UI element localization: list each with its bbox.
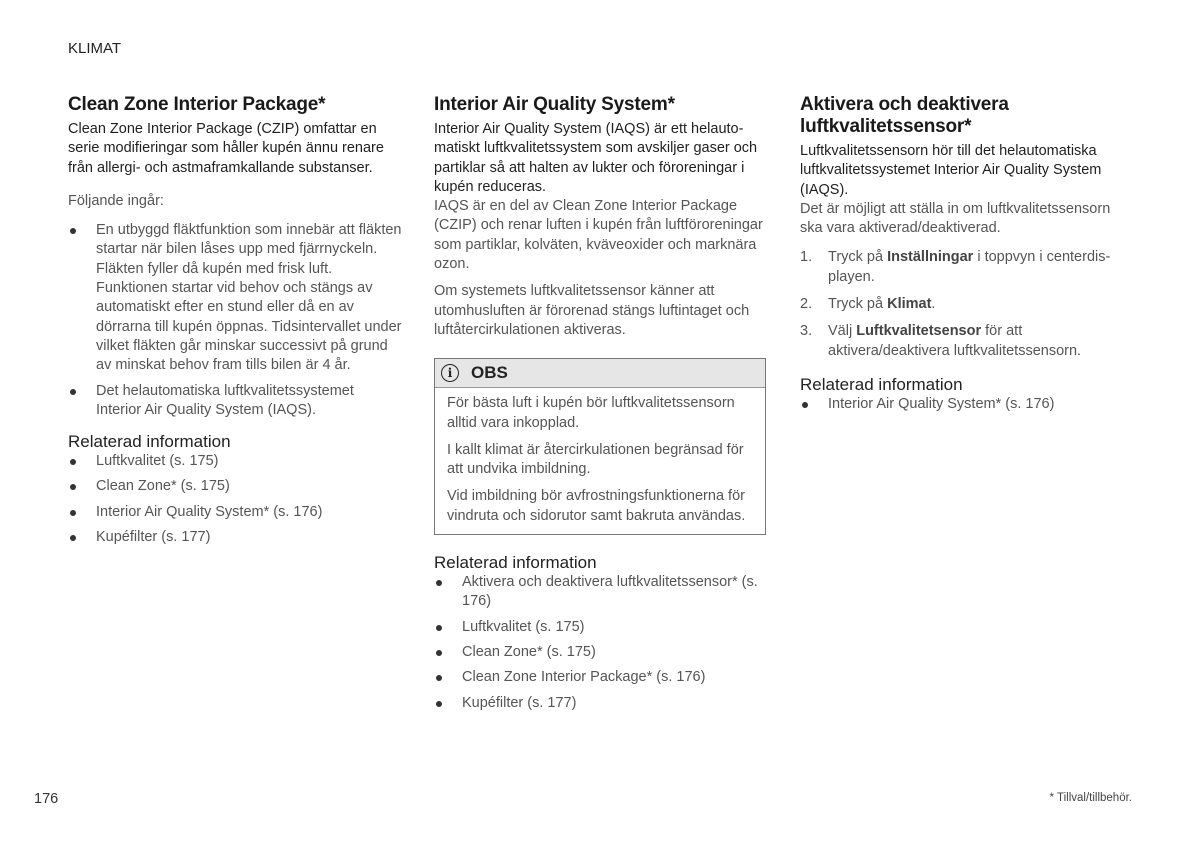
bullet-icon <box>70 389 76 395</box>
section-title: Interior Air Quality System* <box>434 94 675 115</box>
related-link[interactable]: Luftkvalitet (s. 175) <box>68 452 402 471</box>
section-header: KLIMAT <box>68 40 122 57</box>
obs-paragraph: Vid imbildning bör avfrostningsfunktionerna för vindruta och sidorutor samt bakruta användas. <box>447 488 746 524</box>
page-number: 176 <box>34 791 59 807</box>
obs-label: OBS <box>471 363 508 383</box>
column-sensor-toggle <box>800 94 1130 420</box>
obs-paragraph: För bästa luft i kupén bör luftkvalitetssensorn alltid vara inkopplad. <box>447 395 735 431</box>
section-title: Aktivera och deaktivera luftkvalitetssensor* <box>800 94 1009 137</box>
related-heading: Relaterad information <box>800 374 963 394</box>
related-link[interactable]: Kupéfilter (s. 177) <box>434 694 766 713</box>
ui-term: Inställningar <box>887 249 974 266</box>
bullet-icon <box>436 701 442 707</box>
related-link[interactable]: Luftkvalitet (s. 175) <box>434 618 766 637</box>
column-clean-zone <box>68 94 402 553</box>
step-item: 3. Välj Luftkvalitetsensor för att aktivera/deaktivera luftkvalitetssensorn. <box>800 323 1082 359</box>
related-link[interactable]: Clean Zone Interior Package* (s. 176) <box>434 668 766 687</box>
obs-header <box>435 359 765 388</box>
related-list <box>434 573 766 713</box>
related-link[interactable]: Interior Air Quality System* (s. 176) <box>800 395 1130 414</box>
step-item: 1. Tryck på Inställningar i toppvyn i centerdisplayen. <box>800 249 1111 285</box>
paragraph: Interior Air Quality System (IAQS) är ett helautomatiskt luftkvalitetssystem som avskiljer gaser och partiklar så att halten av lukter och föroreningar i kupén reduceras. <box>434 121 758 195</box>
related-list <box>68 452 402 547</box>
column-iaqs <box>434 94 766 719</box>
related-heading: Relaterad information <box>68 432 231 452</box>
intro-text: Clean Zone Interior Package (CZIP) omfattar en serie modifieringar som håller kupén ännu renare från allergi- och astmaframkallande substanser. <box>68 121 384 176</box>
paragraph: IAQS är en del av Clean Zone Interior Package (CZIP) och renar luften i kupén från luftföroreningar som partiklar, kolväten, kväveoxider och marknära ozon. <box>434 198 763 273</box>
paragraph: Luftkvalitetssensorn hör till det helautomatiska luftkvalitetssystemet Interior Air Quality System (IAQS). <box>800 143 1102 198</box>
step-item: 2. Tryck på Klimat. <box>800 295 1130 314</box>
bullet-icon <box>436 580 442 586</box>
related-link[interactable]: Kupéfilter (s. 177) <box>68 528 402 547</box>
related-link[interactable]: Clean Zone* (s. 175) <box>434 643 766 662</box>
footnote: * Tillval/tillbehör. <box>1049 792 1132 804</box>
related-link[interactable]: Aktivera och deaktivera luftkvalitetssensor* (s. 176) <box>434 573 766 612</box>
related-heading: Relaterad information <box>434 553 597 573</box>
step-number: 1. <box>800 249 813 266</box>
paragraph: Om systemets luftkvalitetssensor känner att utomhusluften är förorenad stängs luftintaget och luftåtercirkulationen aktiveras. <box>434 283 750 338</box>
bullet-icon <box>436 650 442 656</box>
related-list <box>800 395 1130 414</box>
bullet-icon <box>70 484 76 490</box>
includes-list <box>68 221 402 420</box>
related-link[interactable]: Interior Air Quality System* (s. 176) <box>68 503 402 522</box>
step-number: 2. <box>800 296 813 313</box>
obs-notice-box <box>434 358 766 535</box>
bullet-icon <box>70 459 76 465</box>
bullet-icon <box>436 625 442 631</box>
obs-paragraph: I kallt klimat är återcirkulationen begränsad för att undvika imbildning. <box>447 441 744 478</box>
bullet-icon <box>70 228 76 234</box>
list-item: En utbyggd fläktfunktion som innebär att fläkten startar när bilen låses upp med fjärrnyckeln. Fläkten fyller då kupén med frisk luft. Funktionen startar vid behov och stängs av automatiskt efter en stund eller då en av dörrarna till kupén öppnas. Tidsintervallet under vilket fläkten går minskar successivt på grund av minskat behov fram tills bilen är 4 år. <box>68 221 402 375</box>
section-title: Clean Zone Interior Package* <box>68 94 326 115</box>
bullet-icon <box>436 675 442 681</box>
info-icon: i <box>441 364 459 382</box>
obs-body <box>435 388 765 534</box>
ui-term: Klimat <box>887 296 932 313</box>
list-item: Det helautomatiska luftkvalitetssystemet Interior Air Quality System (IAQS). <box>68 382 402 421</box>
bullet-icon <box>802 402 808 408</box>
includes-label: Följande ingår: <box>68 192 164 209</box>
bullet-icon <box>70 535 76 541</box>
step-number: 3. <box>800 323 813 340</box>
paragraph: Det är möjligt att ställa in om luftkvalitetssensorn ska vara aktiverad/deaktiverad. <box>800 200 1111 237</box>
related-link[interactable]: Clean Zone* (s. 175) <box>68 477 402 496</box>
steps-list <box>800 248 1130 360</box>
ui-term: Luftkvalitetsensor <box>856 323 982 340</box>
bullet-icon <box>70 510 76 516</box>
